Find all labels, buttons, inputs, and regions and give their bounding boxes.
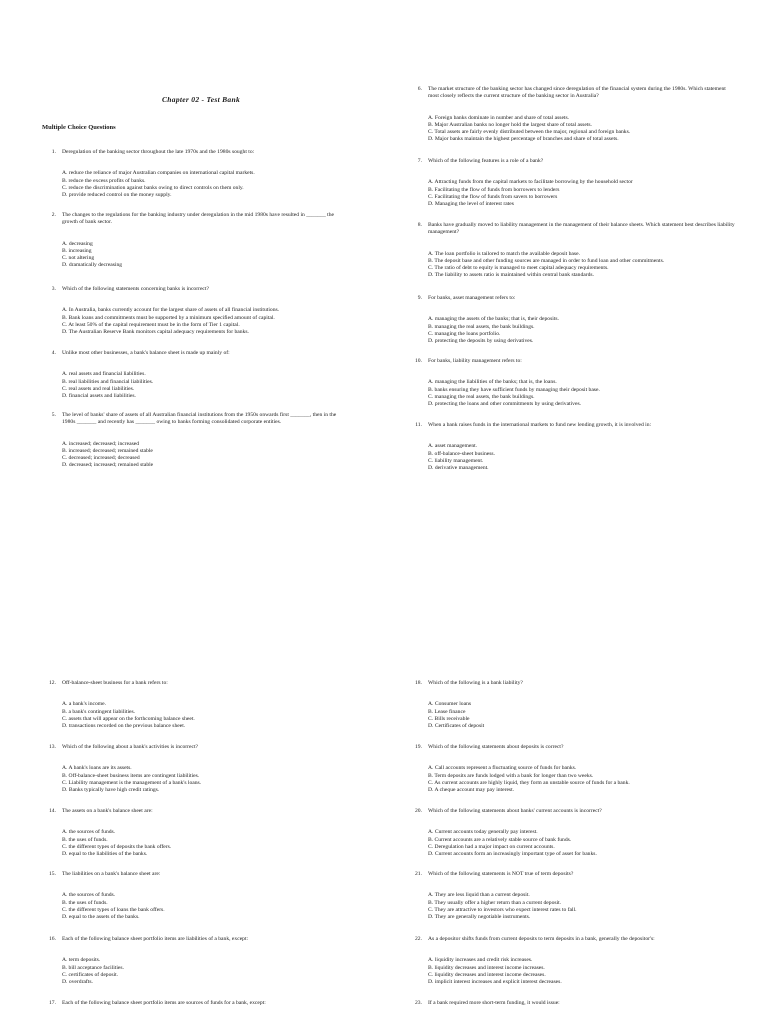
answer-options: [428, 765, 738, 794]
answer-option-a: A. managing the assets of the banks; that is, their deposits.: [428, 316, 559, 323]
answer-option-b: B. Lease finance: [428, 708, 466, 715]
answer-option-a: A. In Australia, banks currently account for the largest share of assets of all financial institutions.: [62, 307, 280, 314]
answer-option-d: D. A cheque account may pay interest.: [428, 787, 515, 794]
answer-option-a: A. The loan portfolio is tailored to match the available deposit base.: [428, 250, 580, 257]
answer-option-c: C. liquidity decreases and interest income decreases.: [428, 971, 546, 978]
answer-option-b: B. increased; decreased; remained stable: [62, 447, 153, 454]
question-text: The assets on a bank's balance sheet are:: [62, 808, 153, 814]
answer-option-b: B. real liabilities and financial liabilities.: [62, 378, 154, 385]
answer-option-b: B. liquidity decreases and interest income increases.: [428, 964, 545, 971]
question-stem: [42, 212, 342, 227]
question-number: 20.: [415, 808, 422, 814]
question-text: Each of the following balance sheet portfolio items are liabilities of a bank, except:: [62, 936, 249, 942]
answer-option-a: A. increased; decreased; increased: [62, 440, 140, 447]
question-number: 7.: [417, 158, 422, 164]
answer-option-a: A. Current accounts today generally pay interest.: [428, 829, 538, 836]
question-stem: [42, 808, 342, 815]
question-stem: [408, 1000, 738, 1007]
question-text: When a bank raises funds in the international markets to fund new lending growth, it is involved in:: [428, 422, 652, 428]
question-text: Which of the following features is a role of a bank?: [428, 158, 544, 164]
answer-option-c: C. decreased; increased; decreased: [62, 455, 140, 462]
answer-option-d: D. The liability to assets ratio is maintained within central bank standards.: [428, 272, 594, 279]
question-text: Banks have gradually moved to liability management in the management of their balance sheets. Which statement best describes liability management?: [428, 222, 735, 236]
answer-options: [62, 957, 342, 986]
question-12: [42, 680, 342, 730]
question-stem: [408, 358, 738, 365]
question-stem: [42, 936, 342, 943]
question-number: 22.: [415, 936, 422, 942]
question-number: 18.: [415, 680, 422, 686]
answer-option-b: B. Bank loans and commitments must be supported by a minimum specified amount of capital.: [62, 314, 275, 321]
answer-option-c: C. The ratio of debt to equity is managed to meet capital adequacy requirements.: [428, 265, 609, 272]
answer-option-b: B. reduce the excess profits of banks.: [62, 177, 146, 184]
answer-option-d: D. protecting the loans and other commitments by using derivatives.: [428, 401, 582, 408]
answer-options: [62, 170, 342, 199]
question-text: As a depositor shifts funds from current deposits to term deposits in a bank, generally the depositor's:: [428, 936, 655, 942]
answer-options: [428, 115, 738, 144]
question-9: [408, 295, 738, 345]
question-text: Each of the following balance sheet portfolio items are sources of funds for a bank, except:: [62, 1000, 266, 1006]
answer-option-b: B. bill acceptance facilities.: [62, 964, 124, 971]
question-19: [408, 744, 738, 794]
question-number: 11.: [415, 422, 422, 428]
answer-option-a: A. Call accounts represent a fluctuating source of funds for banks.: [428, 765, 577, 772]
question-number: 10.: [415, 358, 422, 364]
answer-options: [428, 379, 738, 408]
answer-option-a: A. A bank's loans are its assets.: [62, 765, 132, 772]
question-7: [408, 158, 738, 208]
question-text: Unlike most other businesses, a bank's balance sheet is made up mainly of:: [62, 350, 230, 356]
question-stem: [408, 86, 738, 101]
question-stem: [408, 808, 738, 815]
question-number: 14.: [49, 808, 56, 814]
answer-option-d: D. They are generally negotiable instruments.: [428, 914, 531, 921]
question-stem: [408, 936, 738, 943]
question-number: 2.: [51, 212, 56, 218]
question-number: 23.: [415, 1000, 422, 1006]
answer-option-b: B. The deposit base and other funding sources are managed in order to fund loan and other commitments.: [428, 257, 665, 264]
question-number: 16.: [49, 936, 56, 942]
question-13: [42, 744, 342, 794]
answer-option-c: C. real assets and real liabilities.: [62, 385, 135, 392]
question-stem: [408, 295, 738, 302]
question-text: Which of the following statements concerning banks is incorrect?: [62, 286, 209, 292]
question-23: [408, 1000, 738, 1007]
question-number: 6.: [417, 86, 422, 92]
answer-option-d: D. decreased; increased; remained stable: [62, 462, 154, 469]
answer-options: [62, 829, 342, 858]
answer-option-d: D. overdrafts.: [62, 979, 93, 986]
answer-option-d: D. Current accounts form an increasingly important type of asset for banks.: [428, 851, 597, 858]
answer-option-d: D. Managing the level of interest rates: [428, 201, 514, 208]
question-1: [42, 149, 342, 199]
answer-option-d: D. The Australian Reserve Bank monitors capital adequacy requirements for banks.: [62, 329, 249, 336]
question-text: Which of the following statements about banks' current accounts is incorrect?: [428, 808, 602, 814]
answer-options: [62, 701, 342, 730]
answer-option-a: A. a bank's income.: [62, 701, 107, 708]
question-stem: [408, 422, 738, 429]
answer-option-d: D. Major banks maintain the highest percentage of branches and share of total assets.: [428, 136, 619, 143]
question-stem: [408, 871, 738, 878]
answer-option-b: B. a bank's contingent liabilities.: [62, 708, 136, 715]
answer-options: [62, 241, 342, 270]
question-number: 19.: [415, 744, 422, 750]
answer-options: [62, 307, 342, 336]
answer-options: [428, 179, 738, 208]
answer-options: [62, 371, 342, 400]
answer-option-c: C. managing the real assets, the bank buildings.: [428, 393, 535, 400]
question-text: Which of the following statements about deposits is correct?: [428, 744, 564, 750]
answer-option-c: C. Deregulation had a major impact on current accounts.: [428, 843, 555, 850]
question-stem: [408, 680, 738, 687]
answer-option-a: A. term deposits.: [62, 957, 101, 964]
question-text: Which of the following statements is NOT true of term deposits?: [428, 871, 574, 877]
answer-option-b: B. Facilitating the flow of funds from borrowers to lenders: [428, 186, 560, 193]
answer-option-c: C. certificates of deposit.: [62, 971, 119, 978]
answer-option-a: A. liquidity increases and credit risk increases.: [428, 957, 533, 964]
question-2: [42, 212, 342, 270]
answer-option-d: D. protecting the deposits by using derivatives.: [428, 338, 534, 345]
answer-option-c: C. managing the loans portfolio.: [428, 330, 501, 337]
question-10: [408, 358, 738, 408]
answer-option-c: C. the different types of deposits the bank offers.: [62, 843, 172, 850]
answer-option-b: B. managing the real assets, the bank buildings.: [428, 323, 535, 330]
question-17: [42, 1000, 342, 1007]
answer-options: [62, 765, 342, 794]
answer-option-a: A. They are less liquid than a current deposit.: [428, 892, 530, 899]
answer-option-b: B. off-balance-sheet business.: [428, 450, 496, 457]
question-number: 21.: [415, 871, 422, 877]
question-stem: [42, 149, 342, 156]
answer-option-b: B. Off-balance-sheet business items are contingent liabilities.: [62, 772, 200, 779]
question-number: 13.: [49, 744, 56, 750]
answer-option-c: C. the different types of loans the bank offers.: [62, 906, 165, 913]
answer-option-b: B. Term deposits are funds lodged with a bank for longer than two weeks.: [428, 772, 594, 779]
answer-option-c: C. Liability management is the management of a bank's loans.: [62, 779, 202, 786]
question-stem: [42, 744, 342, 751]
answer-option-d: D. Banks typically have high credit ratings.: [62, 787, 160, 794]
answer-option-d: D. transactions recorded on the previous balance sheet.: [62, 723, 186, 730]
question-8: [408, 222, 738, 280]
question-text: Which of the following is a bank liability?: [428, 680, 523, 686]
answer-option-a: A. Attracting funds from the capital markets to facilitate borrowing by the household sector: [428, 179, 633, 186]
question-number: 8.: [417, 222, 422, 228]
question-text: Deregulation of the banking sector throughout the late 1970s and the 1980s sought to:: [62, 149, 255, 155]
answer-options: [62, 892, 342, 921]
question-number: 9.: [417, 295, 422, 301]
question-3: [42, 286, 342, 336]
question-11: [408, 422, 738, 472]
answer-option-a: A. Consumer loans: [428, 701, 472, 708]
question-22: [408, 936, 738, 986]
question-stem: [42, 350, 342, 357]
question-text: If a bank required more short-term funding, it would issue:: [428, 1000, 560, 1006]
question-text: Off-balance-sheet business for a bank refers to:: [62, 680, 168, 686]
question-text: For banks, liability management refers to:: [428, 358, 522, 364]
question-text: The level of banks' share of assets of all Australian financial institutions from the 1950s onwards first _______, then in the 1980s _______ and recently has _______ owing to banks forming consolidated corporate entities.: [62, 412, 337, 426]
answer-options: [428, 957, 738, 986]
question-stem: [42, 871, 342, 878]
answer-option-a: A. the sources of funds.: [62, 829, 116, 836]
document-page-1: Chapter 02 - Test Bank Multiple Choice Questions 1. Deregulation of the banking sector throughout the late 1970s and the 1980s sought to: A. reduce the reliance of major Australian companies on international capital markets. B. reduce the excess profits of banks. C. reduce the discrimination against banks owing to direct controls on them only. D. provide reduced control on the money supply. 2. The changes to the regulations for the banking industry under deregulation in the mid 1980s have resulted in _______ the growth of bank sector. A. decreasing B. increasing C. not altering D. dramatically decreasing 3. Which of the following statements concerning banks is incorrect? A. In Australia, banks currently account for the largest share of assets of all financial institutions. B. Bank loans and commitments must be supported by a minimum specified amount of capital. C. At least 50% of the capital requirement must be in the form of Tier 1 capital. D. The Australian Reserve Bank monitors capital adequacy requirements for banks. 4. Unlike most other businesses, a bank's balance sheet is made up mainly of: A. real assets and financial liabilities. B. real liabilities and financial liabilities. C. real assets and real liabilities. D. financial assets and liabilities. 5. The level of banks' share of assets of all Australian financial institutions from the 1950s onwards first _______, then in the 1980s _______ and recently has _______ owing to banks forming consolidated corporate entities. A. increased; decreased; increased B. increased; decreased; remained stable C. decreased; increased; decreased D. decreased; increased; remained stable 6. The market structure of the banking sector has changed since deregulation of the financial system during the 1980s. Which statement most closely reflects the current structure of the banking sector in Australia? A. Foreign banks dominate in number and share of total assets. B. Major Australian banks no longer hold the largest share of total assets. C. Total assets are fairly evenly distributed between the major, regional and foreign banks. D. Major banks maintain the highest percentage of branches and share of total assets. 7. Which of the following features is a role of a bank? A. Attracting funds from the capital markets to facilitate borrowing by the household sector B. Facilitating the flow of funds from borrowers to lenders C. Facilitating the flow of funds from savers to borrowers D. Managing the level of interest rates 8. Banks have gradually moved to liability management in the management of their balance sheets. Which statement best describes liability management? A. The loan portfolio is tailored to match the available deposit base. B. The deposit base and other funding sources are managed in order to fund loan and other commitments. C. The ratio of debt to equity is managed to meet capital adequacy requirements. D. The liability to assets ratio is maintained within central bank standards. 9. For banks, asset management refers to: A. managing the assets of the banks; that is, their deposits. B. managing the real assets, the bank buildings. C. managing the loans portfolio. D. protecting the deposits by using derivatives. 10. For banks, liability management refers to: A. managing the liabilities of the banks; that is, the loans. B. banks ensuring they have sufficient funds by managing their deposit base. C. managing the real assets, the bank buildings. D. protecting the loans and other commitments by using derivatives. 11. When a bank raises funds in the international markets to fund new lending growth, it is involved in: A. asset management. B. off-balance-sheet business. C. liability management. D. derivative management.: [0, 0, 768, 512]
question-stem: [42, 412, 342, 427]
answer-option-c: C. They are attractive to investors who expect interest rates to fall.: [428, 906, 577, 913]
question-stem: [408, 158, 738, 165]
answer-option-d: D. implicit interest increases and explicit interest decreases.: [428, 979, 562, 986]
answer-option-a: A. managing the liabilities of the banks; that is, the loans.: [428, 379, 557, 386]
answer-option-c: C. reduce the discrimination against banks owing to direct controls on them only.: [62, 184, 244, 191]
question-14: [42, 808, 342, 858]
answer-options: [428, 892, 738, 921]
section-heading: Multiple Choice Questions: [42, 124, 116, 131]
answer-option-c: C. not altering: [62, 255, 95, 262]
answer-option-a: A. decreasing: [62, 240, 93, 247]
answer-options: [428, 701, 738, 730]
answer-option-b: B. the uses of funds.: [62, 899, 108, 906]
question-6: [408, 86, 738, 144]
question-number: 15.: [49, 871, 56, 877]
answer-option-b: B. Major Australian banks no longer hold the largest share of total assets.: [428, 121, 592, 128]
answer-option-a: A. asset management.: [428, 443, 478, 450]
answer-options: [62, 441, 342, 470]
question-text: The changes to the regulations for the banking industry under deregulation in the mid 1980s have resulted in _______ the growth of bank sector.: [62, 212, 335, 226]
answer-option-c: C. At least 50% of the capital requirement must be in the form of Tier 1 capital.: [62, 321, 240, 328]
question-15: [42, 871, 342, 921]
answer-option-d: D. provide reduced control on the money supply.: [62, 192, 172, 199]
answer-option-d: D. derivative management.: [428, 465, 489, 472]
question-18: [408, 680, 738, 730]
question-number: 3.: [51, 286, 56, 292]
question-20: [408, 808, 738, 858]
question-text: Which of the following about a bank's activities is incorrect?: [62, 744, 198, 750]
answer-option-d: D. dramatically decreasing: [62, 262, 123, 269]
question-stem: [408, 744, 738, 751]
answer-option-a: A. real assets and financial liabilities.: [62, 371, 146, 378]
question-number: 12.: [49, 680, 56, 686]
answer-option-c: C. assets that will appear on the forthcoming balance sheet.: [62, 715, 195, 722]
question-4: [42, 350, 342, 400]
answer-option-d: D. Certificates of deposit: [428, 723, 485, 730]
answer-option-c: C. Total assets are fairly evenly distributed between the major, regional and foreign banks.: [428, 129, 631, 136]
question-number: 17.: [49, 1000, 56, 1006]
question-text: For banks, asset management refers to:: [428, 295, 516, 301]
answer-options: [428, 251, 738, 280]
question-number: 4.: [51, 350, 56, 356]
question-stem: [42, 680, 342, 687]
answer-options: [428, 443, 738, 472]
question-stem: [408, 222, 738, 237]
answer-option-b: B. increasing: [62, 247, 92, 254]
question-21: [408, 871, 738, 921]
answer-option-a: A. reduce the reliance of major Australian companies on international capital markets.: [62, 170, 255, 177]
answer-options: [428, 829, 738, 858]
question-16: [42, 936, 342, 986]
question-stem: [42, 1000, 342, 1007]
answer-option-a: A. the sources of funds.: [62, 892, 116, 899]
answer-option-d: D. financial assets and liabilities.: [62, 393, 136, 400]
answer-option-c: C. Bills receivable: [428, 715, 470, 722]
question-number: 1.: [51, 149, 56, 155]
question-text: The market structure of the banking sector has changed since deregulation of the financial system during the 1980s. Which statement most closely reflects the current structure of the banking sector in Australia?: [428, 86, 726, 100]
answer-options: [428, 316, 738, 345]
question-number: 5.: [51, 412, 56, 418]
answer-option-b: B. banks ensuring they have sufficient funds by managing their deposit base.: [428, 386, 600, 393]
answer-option-c: C. liability management.: [428, 457, 484, 464]
answer-option-b: B. the uses of funds.: [62, 836, 108, 843]
answer-option-d: D. equal to the assets of the banks.: [62, 914, 140, 921]
answer-option-b: B. They usually offer a higher return than a current deposit.: [428, 899, 562, 906]
answer-option-b: B. Current accounts are a relatively stable source of bank funds.: [428, 836, 572, 843]
question-stem: [42, 286, 342, 293]
answer-option-a: A. Foreign banks dominate in number and share of total assets.: [428, 114, 570, 121]
answer-option-d: D. equal to the liabilities of the banks.: [62, 851, 148, 858]
question-5: [42, 412, 342, 470]
document-page-2: [0, 512, 768, 1024]
question-text: The liabilities on a bank's balance sheet are:: [62, 871, 161, 877]
answer-option-c: C. Facilitating the flow of funds from savers to borrowers: [428, 193, 558, 200]
answer-option-c: C. As current accounts are highly liquid, they form an unstable source of funds for a bank.: [428, 779, 630, 786]
